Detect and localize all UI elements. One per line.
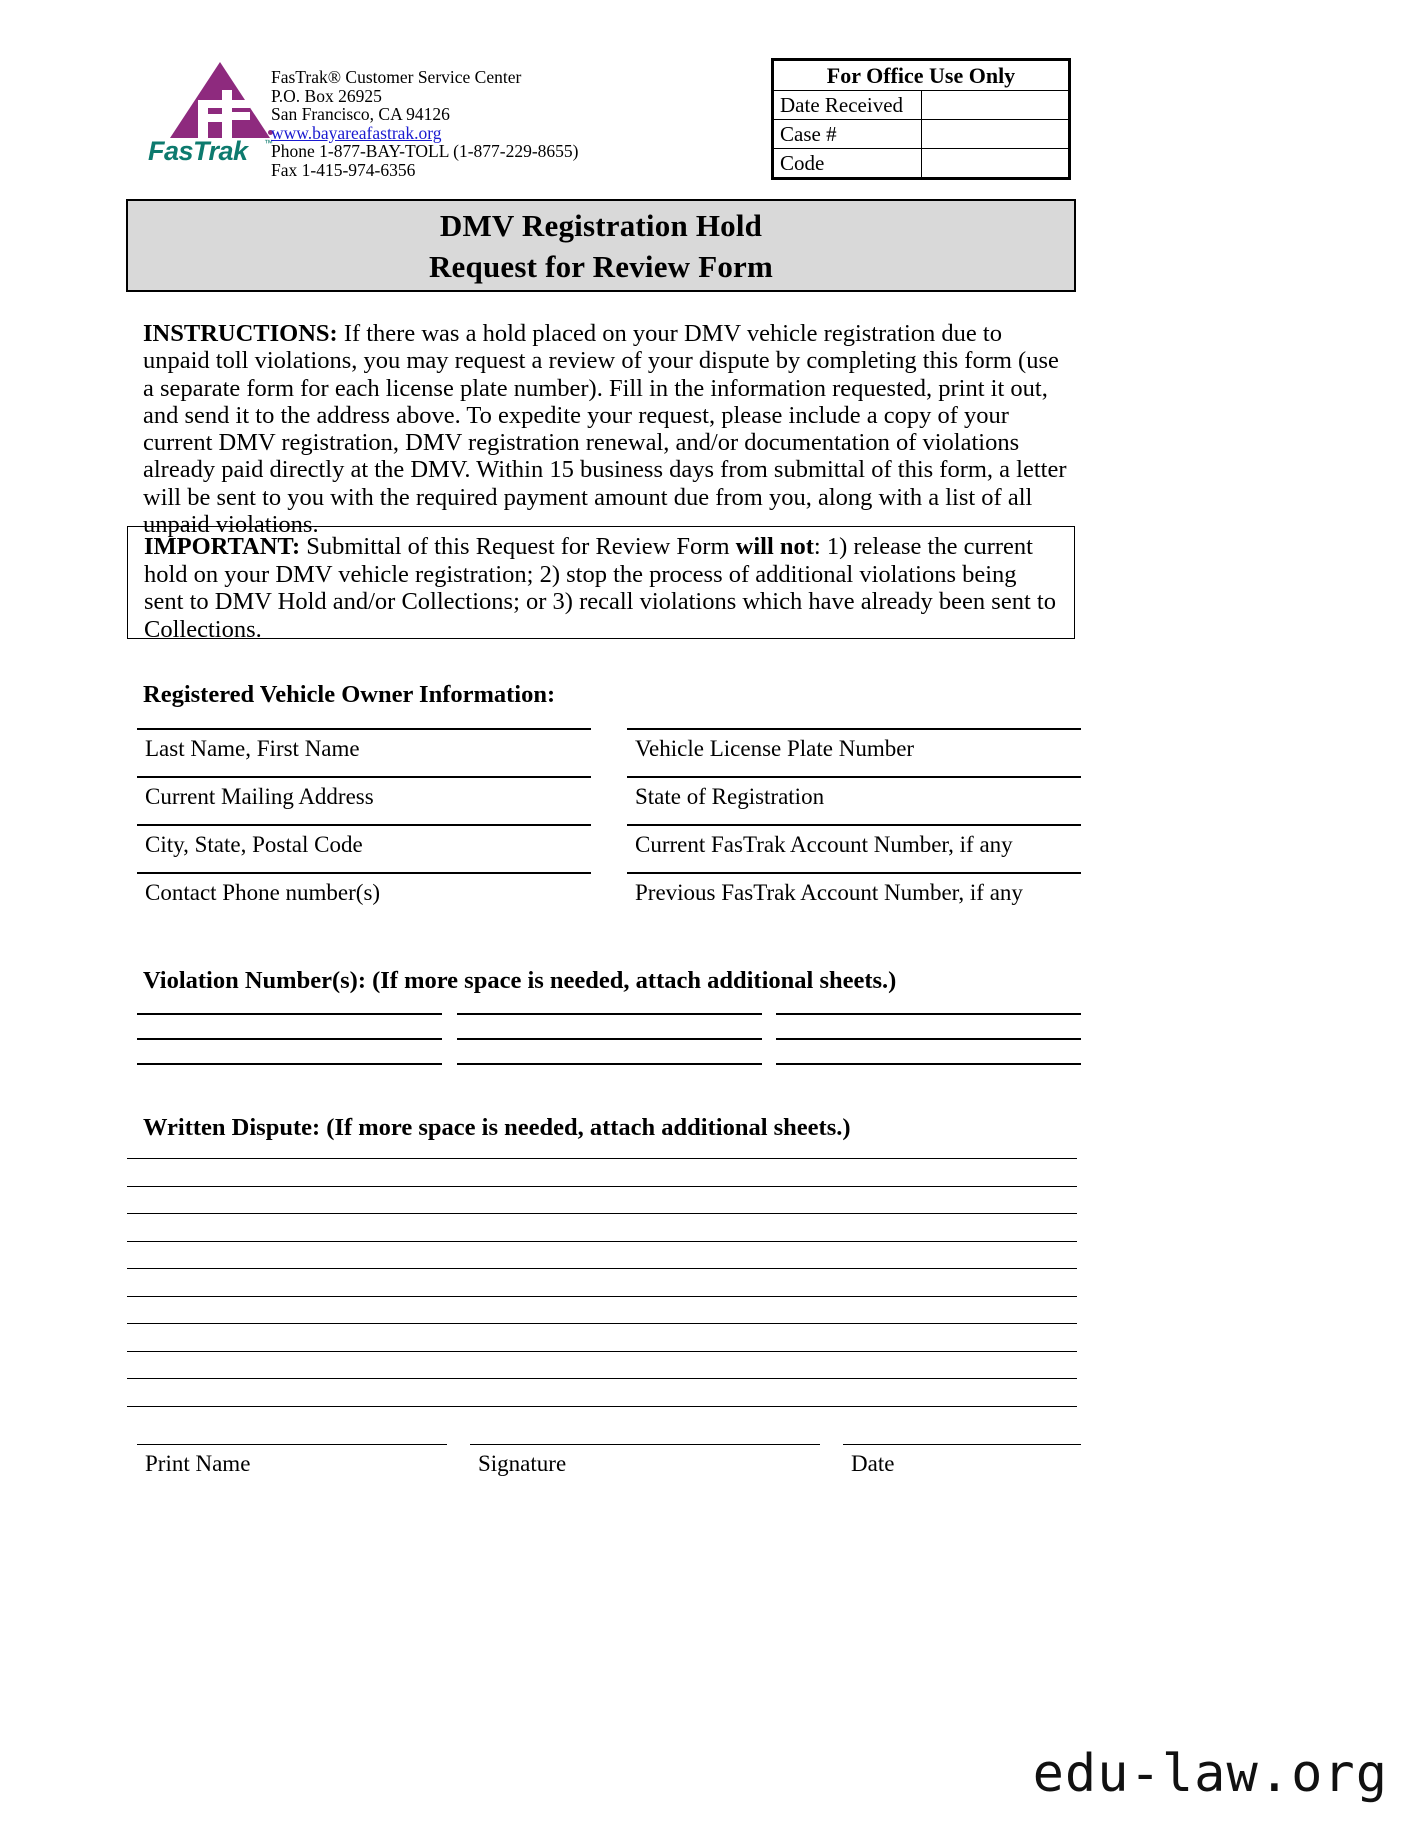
violation-row bbox=[137, 1013, 1081, 1015]
phone-line: Phone 1-877-BAY-TOLL (1-877-229-8655) bbox=[271, 141, 579, 162]
violation-row bbox=[137, 1038, 1081, 1040]
ft-monogram-icon bbox=[192, 86, 254, 138]
violation-number-input[interactable] bbox=[457, 1038, 762, 1040]
date-label: Date bbox=[851, 1451, 895, 1476]
important-emphasis: will not bbox=[735, 533, 814, 560]
code-field[interactable] bbox=[921, 149, 1069, 178]
table-row bbox=[774, 120, 1069, 149]
date-received-label: Date Received bbox=[774, 91, 922, 120]
important-paragraph bbox=[144, 533, 1060, 643]
violation-number-grid bbox=[137, 1013, 1081, 1088]
table-row bbox=[774, 91, 1069, 120]
dispute-section-heading: Written Dispute: (If more space is needed, attach additional sheets.) bbox=[143, 1114, 851, 1141]
document-header bbox=[0, 0, 1416, 200]
violation-number-input[interactable] bbox=[137, 1063, 442, 1065]
violation-number-input[interactable] bbox=[137, 1013, 442, 1015]
table-row bbox=[774, 61, 1069, 91]
violation-section-heading: Violation Number(s): (If more space is needed, attach additional sheets.) bbox=[143, 967, 897, 994]
important-part-2: : 1) release the current hold on your DMV vehicle registration; 2) stop the process of additional violations being sent to DMV Hold and/or Collections; or 3) recall violations which have already been sent to Collections. bbox=[144, 533, 1056, 643]
address-line-3: San Francisco, CA 94126 bbox=[271, 104, 450, 125]
form-title-line-1: DMV Registration Hold bbox=[439, 207, 763, 243]
fastrak-logo bbox=[148, 62, 276, 170]
state-registration-field[interactable] bbox=[627, 776, 1081, 810]
important-part-1: Submittal of this Request for Review Form bbox=[300, 533, 736, 560]
last-first-name-label: Last Name, First Name bbox=[145, 736, 360, 761]
last-first-name-field[interactable] bbox=[137, 728, 591, 762]
dispute-line[interactable] bbox=[127, 1323, 1077, 1324]
state-registration-label: State of Registration bbox=[635, 784, 825, 809]
dispute-line[interactable] bbox=[127, 1268, 1077, 1269]
violation-number-input[interactable] bbox=[457, 1013, 762, 1015]
code-label: Code bbox=[774, 149, 922, 178]
form-row bbox=[137, 728, 1081, 762]
case-number-label: Case # bbox=[774, 120, 922, 149]
violation-row bbox=[137, 1063, 1081, 1065]
city-state-postal-label: City, State, Postal Code bbox=[145, 832, 363, 857]
address-line-2: P.O. Box 26925 bbox=[271, 85, 382, 106]
violation-number-input[interactable] bbox=[457, 1063, 762, 1065]
form-row bbox=[137, 872, 1081, 906]
dispute-line[interactable] bbox=[127, 1158, 1077, 1159]
agency-address-block bbox=[271, 68, 579, 180]
signature-label: Signature bbox=[478, 1451, 567, 1476]
office-use-box bbox=[771, 58, 1071, 180]
written-dispute-area bbox=[127, 1158, 1077, 1433]
dispute-line[interactable] bbox=[127, 1378, 1077, 1379]
site-watermark: edu-law.org bbox=[1032, 1744, 1388, 1804]
form-title-banner bbox=[126, 199, 1076, 292]
violation-number-input[interactable] bbox=[137, 1038, 442, 1040]
date-field[interactable] bbox=[843, 1444, 1081, 1477]
dispute-line[interactable] bbox=[127, 1241, 1077, 1242]
print-name-field[interactable] bbox=[137, 1444, 447, 1477]
owner-section-heading: Registered Vehicle Owner Information: bbox=[143, 681, 556, 708]
dispute-line[interactable] bbox=[127, 1406, 1077, 1407]
important-label: IMPORTANT: bbox=[144, 533, 301, 560]
previous-account-field[interactable] bbox=[627, 872, 1081, 906]
mailing-address-field[interactable] bbox=[137, 776, 591, 810]
violation-number-input[interactable] bbox=[776, 1013, 1081, 1015]
trademark-icon: ™ bbox=[264, 138, 273, 148]
form-title-line-2: Request for Review Form bbox=[428, 248, 774, 284]
current-account-field[interactable] bbox=[627, 824, 1081, 858]
violation-number-input[interactable] bbox=[776, 1038, 1081, 1040]
previous-account-label: Previous FasTrak Account Number, if any bbox=[635, 880, 1023, 905]
mailing-address-label: Current Mailing Address bbox=[145, 784, 374, 809]
form-row bbox=[137, 824, 1081, 858]
dispute-line[interactable] bbox=[127, 1213, 1077, 1214]
office-use-table bbox=[773, 60, 1069, 178]
fastrak-wordmark: FasTrak bbox=[148, 136, 248, 166]
print-name-label: Print Name bbox=[145, 1451, 251, 1476]
signature-row bbox=[137, 1444, 1081, 1477]
license-plate-field[interactable] bbox=[627, 728, 1081, 762]
contact-phone-field[interactable] bbox=[137, 872, 591, 906]
license-plate-label: Vehicle License Plate Number bbox=[635, 736, 915, 761]
current-account-label: Current FasTrak Account Number, if any bbox=[635, 832, 1013, 857]
fax-line: Fax 1-415-974-6356 bbox=[271, 159, 416, 180]
dispute-line[interactable] bbox=[127, 1296, 1077, 1297]
date-received-field[interactable] bbox=[921, 91, 1069, 120]
website-link[interactable]: www.bayareafastrak.org bbox=[271, 122, 442, 143]
dispute-line[interactable] bbox=[127, 1186, 1077, 1187]
dispute-line[interactable] bbox=[127, 1351, 1077, 1352]
table-row bbox=[774, 149, 1069, 178]
form-row bbox=[137, 776, 1081, 810]
important-notice-box bbox=[127, 526, 1075, 643]
instructions-body: If there was a hold placed on your DMV vehicle registration due to unpaid toll violations, you may request a review of your dispute by completing this form (use a separate form for each license plate number). Fill in the information requested, print it out, and send it to the address above. To expedite your request, please include a copy of your current DMV registration, DMV registration renewal, and/or documentation of violations already paid directly at the DMV. Within 15 business days from submittal of this form, a letter will be sent to you with the required payment amount due from you, along with a list of all unpaid violations. bbox=[143, 320, 1067, 539]
signature-field[interactable] bbox=[470, 1444, 820, 1477]
case-number-field[interactable] bbox=[921, 120, 1069, 149]
office-use-title: For Office Use Only bbox=[774, 61, 1069, 91]
address-line-1: FasTrak® Customer Service Center bbox=[271, 67, 522, 87]
instructions-label: INSTRUCTIONS: bbox=[143, 320, 338, 347]
city-state-postal-field[interactable] bbox=[137, 824, 591, 858]
contact-phone-label: Contact Phone number(s) bbox=[145, 880, 381, 905]
owner-information-grid bbox=[137, 728, 1081, 920]
violation-number-input[interactable] bbox=[776, 1063, 1081, 1065]
instructions-paragraph bbox=[143, 320, 1068, 538]
